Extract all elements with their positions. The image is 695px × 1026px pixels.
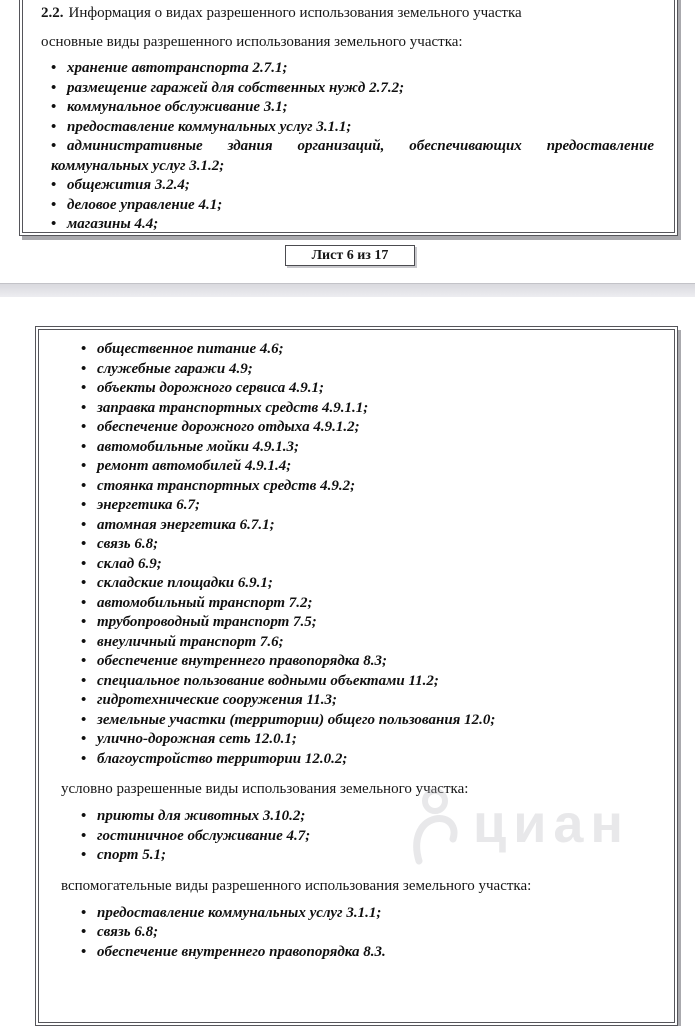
list-item xyxy=(81,496,652,516)
bullet-icon: • xyxy=(81,555,87,572)
list-item-text: коммунальное обслуживание 3.1; xyxy=(67,99,288,115)
list-item-text: заправка транспортных средств 4.9.1.1; xyxy=(97,399,369,416)
main-uses-label: основные виды разрешенного использования земельного участка: xyxy=(41,34,463,50)
list-item-text: трубопроводный транспорт 7.5; xyxy=(97,614,317,630)
section-number: 2.2. xyxy=(41,5,64,21)
main-uses-list xyxy=(41,59,654,235)
list-item-text: деловое управление 4.1; xyxy=(67,196,223,213)
bullet-icon: • xyxy=(81,711,87,728)
list-item xyxy=(51,98,654,118)
sheet-number-box xyxy=(285,245,415,266)
list-item-text: спорт 5.1; xyxy=(97,847,166,863)
list-item xyxy=(51,118,654,138)
list-item xyxy=(81,730,652,750)
bullet-icon: • xyxy=(81,458,87,474)
bullet-icon: • xyxy=(81,924,87,940)
bullet-icon: • xyxy=(81,731,87,747)
bullet-icon: • xyxy=(81,594,87,611)
list-item-text: объекты дорожного сервиса 4.9.1; xyxy=(97,380,325,396)
list-item-text: гостиничное обслуживание 4.7; xyxy=(97,827,311,844)
list-item xyxy=(81,923,652,943)
auxiliary-uses-list xyxy=(59,904,652,963)
bullet-icon: • xyxy=(81,692,87,708)
bullet-icon: • xyxy=(81,614,87,630)
bullet-icon: • xyxy=(81,904,87,921)
list-item xyxy=(51,176,654,196)
bullet-icon: • xyxy=(51,79,57,96)
bullet-icon: • xyxy=(81,575,87,591)
list-item xyxy=(51,79,654,99)
list-item xyxy=(81,711,652,731)
list-item xyxy=(51,59,654,79)
bullet-icon: • xyxy=(81,419,87,435)
list-item-text: энергетика 6.7; xyxy=(97,497,200,513)
bullet-icon: • xyxy=(81,477,87,494)
list-item xyxy=(81,672,652,692)
bullet-icon: • xyxy=(51,196,57,213)
list-item-text: ремонт автомобилей 4.9.1.4; xyxy=(97,458,292,474)
bullet-icon: • xyxy=(51,118,57,135)
list-item xyxy=(51,196,654,216)
list-item xyxy=(81,750,652,770)
section-title: Информация о видах разрешенного использования земельного участка xyxy=(68,5,522,21)
list-item-text: связь 6.8; xyxy=(97,924,159,940)
bullet-icon: • xyxy=(81,672,87,689)
watermark-text: циан xyxy=(473,794,631,854)
conditional-uses-label: условно разрешенные виды использования земельного участка: xyxy=(61,781,469,797)
bullet-icon: • xyxy=(81,827,87,844)
list-item xyxy=(81,477,652,497)
page2-content-box xyxy=(35,326,678,1026)
list-item-text: склад 6.9; xyxy=(97,555,162,572)
list-item-text: складские площадки 6.9.1; xyxy=(97,575,273,591)
list-item-text: улично-дорожная сеть 12.0.1; xyxy=(97,731,297,747)
bullet-icon: • xyxy=(51,60,57,76)
list-item-text: обеспечение внутреннего правопорядка 8.3. xyxy=(97,943,386,960)
bullet-icon: • xyxy=(81,750,87,767)
list-item-text: размещение гаражей для собственных нужд 2.7.2; xyxy=(67,79,405,96)
bullet-icon: • xyxy=(51,177,57,193)
list-item xyxy=(81,399,652,419)
list-item xyxy=(81,418,652,438)
list-item-text: связь 6.8; xyxy=(97,536,159,552)
list-item-text: магазины 4.4; xyxy=(67,216,159,232)
list-item-text: служебные гаражи 4.9; xyxy=(97,360,253,377)
bullet-icon: • xyxy=(81,438,87,455)
bullet-icon: • xyxy=(81,380,87,396)
list-item xyxy=(81,340,652,360)
list-item-text: административные здания организаций, обеспечивающих предоставление коммунальных услуг 3.1.2; xyxy=(51,138,654,174)
list-item xyxy=(81,438,652,458)
bullet-icon: • xyxy=(81,847,87,863)
list-item xyxy=(81,613,652,633)
bullet-icon: • xyxy=(81,536,87,552)
list-item xyxy=(81,633,652,653)
list-item xyxy=(81,807,652,827)
bullet-icon: • xyxy=(81,399,87,416)
list-item-text: специальное пользование водными объектами 11.2; xyxy=(97,672,439,689)
list-item-text: общественное питание 4.6; xyxy=(97,341,284,357)
bullet-icon: • xyxy=(81,497,87,513)
bullet-icon: • xyxy=(81,943,87,960)
list-item-text: предоставление коммунальных услуг 3.1.1; xyxy=(97,904,382,921)
list-item-text: приюты для животных 3.10.2; xyxy=(97,808,306,824)
bullet-icon: • xyxy=(51,138,57,154)
list-item xyxy=(81,379,652,399)
bullet-icon: • xyxy=(81,341,87,357)
list-item-text: внеуличный транспорт 7.6; xyxy=(97,633,284,650)
list-item xyxy=(81,943,652,963)
list-item-text: земельные участки (территории) общего пользования 12.0; xyxy=(97,711,496,728)
list-item xyxy=(81,516,652,536)
conditional-uses-list xyxy=(59,807,652,866)
list-item-text: гидротехнические сооружения 11.3; xyxy=(97,692,337,708)
main-uses-continued-list xyxy=(59,340,652,769)
list-item xyxy=(81,360,652,380)
list-item xyxy=(81,555,652,575)
list-item-text: атомная энергетика 6.7.1; xyxy=(97,516,275,533)
list-item-text: предоставление коммунальных услуг 3.1.1; xyxy=(67,118,352,135)
sheet-number-label: Лист 6 из 17 xyxy=(311,248,389,263)
list-item xyxy=(51,215,654,235)
bullet-icon: • xyxy=(81,516,87,533)
page1-content-box xyxy=(19,0,678,236)
page-separator xyxy=(0,283,695,297)
list-item xyxy=(81,904,652,924)
list-item xyxy=(81,535,652,555)
list-item xyxy=(81,827,652,847)
list-item-text: обеспечение внутреннего правопорядка 8.3; xyxy=(97,653,388,669)
list-item xyxy=(81,691,652,711)
section-heading xyxy=(41,2,654,24)
list-item xyxy=(81,652,652,672)
list-item-text: автомобильный транспорт 7.2; xyxy=(97,594,313,611)
bullet-icon: • xyxy=(81,808,87,824)
list-item-text: автомобильные мойки 4.9.1.3; xyxy=(97,438,299,455)
list-item xyxy=(81,846,652,866)
list-item-text: общежития 3.2.4; xyxy=(67,177,190,193)
list-item xyxy=(51,137,654,176)
bullet-icon: • xyxy=(51,216,57,232)
list-item-text: благоустройство территории 12.0.2; xyxy=(97,750,348,767)
list-item xyxy=(81,574,652,594)
bullet-icon: • xyxy=(81,360,87,377)
auxiliary-uses-label: вспомогательные виды разрешенного использования земельного участка: xyxy=(61,877,532,894)
list-item-text: хранение автотранспорта 2.7.1; xyxy=(67,60,288,76)
list-item xyxy=(81,594,652,614)
list-item-text: обеспечение дорожного отдыха 4.9.1.2; xyxy=(97,419,360,435)
bullet-icon: • xyxy=(51,99,57,115)
list-item-text: стоянка транспортных средств 4.9.2; xyxy=(97,477,356,494)
bullet-icon: • xyxy=(81,633,87,650)
bullet-icon: • xyxy=(81,653,87,669)
list-item xyxy=(81,457,652,477)
